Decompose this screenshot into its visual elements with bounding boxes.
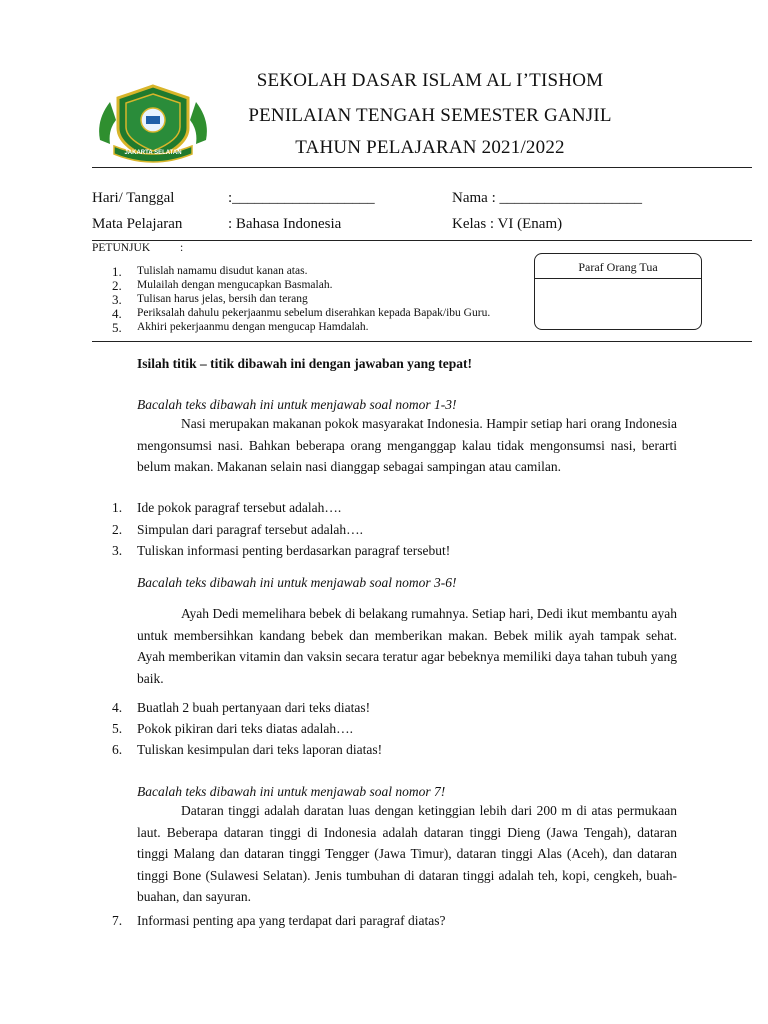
instruction-item: Akhiri pekerjaanmu dengan mengucap Hamdalah. xyxy=(137,321,369,333)
instruction-number: 3. xyxy=(112,292,122,307)
question-number: 7. xyxy=(112,913,123,928)
question-number: 5. xyxy=(112,721,123,736)
school-name: SEKOLAH DASAR ISLAM AL I’TISHOM xyxy=(256,70,604,91)
parent-signature-title: Paraf Orang Tua xyxy=(578,260,658,274)
parent-box-divider xyxy=(535,278,701,279)
day-label: Hari/ Tanggal xyxy=(92,190,175,206)
question-number: 1. xyxy=(112,500,123,515)
instruction-item: Tulisan harus jelas, bersih dan terang xyxy=(137,293,308,305)
instructions-title: PETUNJUK xyxy=(92,242,151,254)
instruction-item: Periksalah dahulu pekerjaanmu sebelum diserahkan kepada Bapak/ibu Guru. xyxy=(137,307,491,319)
exam-title: PENILAIAN TENGAH SEMESTER GANJIL xyxy=(248,105,612,126)
main-instruction: Isilah titik – titik dibawah ini dengan jawaban yang tepat! xyxy=(137,356,472,371)
section-heading: Bacalah teks dibawah ini untuk menjawab soal nomor 1-3! xyxy=(137,397,457,412)
question-text: Tuliskan informasi penting berdasarkan paragraf tersebut! xyxy=(137,543,451,558)
logo-text: JAKARTA SELATAN xyxy=(124,150,182,156)
question-text: Ide pokok paragraf tersebut adalah…. xyxy=(137,500,342,515)
section-heading: Bacalah teks dibawah ini untuk menjawab soal nomor 3-6! xyxy=(137,575,457,590)
parent-signature-box[interactable] xyxy=(534,253,702,330)
instruction-number: 4. xyxy=(112,306,122,321)
passage-text: Dataran tinggi adalah daratan luas dengan ketinggian lebih dari 200 m di atas permukaan laut. Beberapa dataran tinggi di Indonesia adalah dataran tinggi Dieng (Jawa Tengah), dataran tinggi Malang dan dataran tinggi Tengger (Jawa Timur), dataran tinggi Alas (Aceh), dan dataran tinggi Bone (Sulawesi Selatan). Jenis tumbuhan di dataran tinggi adalah teh, kopi, cengkeh, buah-buahan, dan sayuran. xyxy=(137,803,677,904)
question-item xyxy=(112,522,363,538)
passage-text: Ayah Dedi memelihara bebek di belakang rumahnya. Setiap hari, Dedi ikut membantu ayah untuk membersihkan kandang bebek dan memberikan makan. Bebek milik ayah tampak sehat. Ayah memberikan vitamin dan vaksin secara teratur agar bebeknya memiliki daya tahan tubuh yang baik. xyxy=(137,606,677,686)
question-text: Informasi penting apa yang terdapat dari paragraf diatas? xyxy=(137,913,446,928)
day-field[interactable]: :___________________ xyxy=(228,190,375,206)
question-text: Pokok pikiran dari teks diatas adalah…. xyxy=(137,721,353,736)
question-text: Simpulan dari paragraf tersebut adalah…. xyxy=(137,522,364,537)
instruction-number: 2. xyxy=(112,278,122,293)
name-field[interactable]: Nama : ___________________ xyxy=(452,190,642,206)
instructions-divider xyxy=(92,341,752,342)
academic-year: TAHUN PELAJARAN 2021/2022 xyxy=(295,137,565,158)
question-number: 6. xyxy=(112,742,123,757)
subject-value: : Bahasa Indonesia xyxy=(228,216,342,232)
instruction-number: 5. xyxy=(112,320,122,335)
question-number: 4. xyxy=(112,700,123,715)
class-label: Kelas : VI (Enam) xyxy=(452,216,563,232)
question-text: Buatlah 2 buah pertanyaan dari teks diatas! xyxy=(137,700,371,715)
header-divider xyxy=(92,167,752,168)
question-item xyxy=(112,721,353,737)
question-item xyxy=(112,700,370,716)
instruction-number: 1. xyxy=(112,264,122,279)
question-text: Tuliskan kesimpulan dari teks laporan diatas! xyxy=(137,742,383,757)
reading-passage xyxy=(137,603,677,689)
info-divider xyxy=(92,240,752,241)
question-item xyxy=(112,742,382,758)
question-number: 3. xyxy=(112,543,123,558)
instructions-colon: : xyxy=(180,242,184,254)
question-number: 2. xyxy=(112,522,123,537)
section-heading: Bacalah teks dibawah ini untuk menjawab soal nomor 7! xyxy=(137,784,446,799)
reading-passage xyxy=(137,413,677,478)
subject-label: Mata Pelajaran xyxy=(92,216,183,232)
instruction-item: Mulailah dengan mengucapkan Basmalah. xyxy=(137,279,333,291)
instruction-item: Tulislah namamu disudut kanan atas. xyxy=(137,265,308,277)
passage-text: Nasi merupakan makanan pokok masyarakat Indonesia. Hampir setiap hari orang Indonesia mengonsumsi nasi. Bahkan beberapa orang menganggap kalau tidak mengonsumsi nasi, berarti belum makan. Makanan selain nasi dianggap sebagai sampingan atau camilan. xyxy=(137,416,677,474)
question-item xyxy=(112,543,450,559)
reading-passage xyxy=(137,800,677,908)
question-item xyxy=(112,500,341,516)
question-item xyxy=(112,913,445,929)
